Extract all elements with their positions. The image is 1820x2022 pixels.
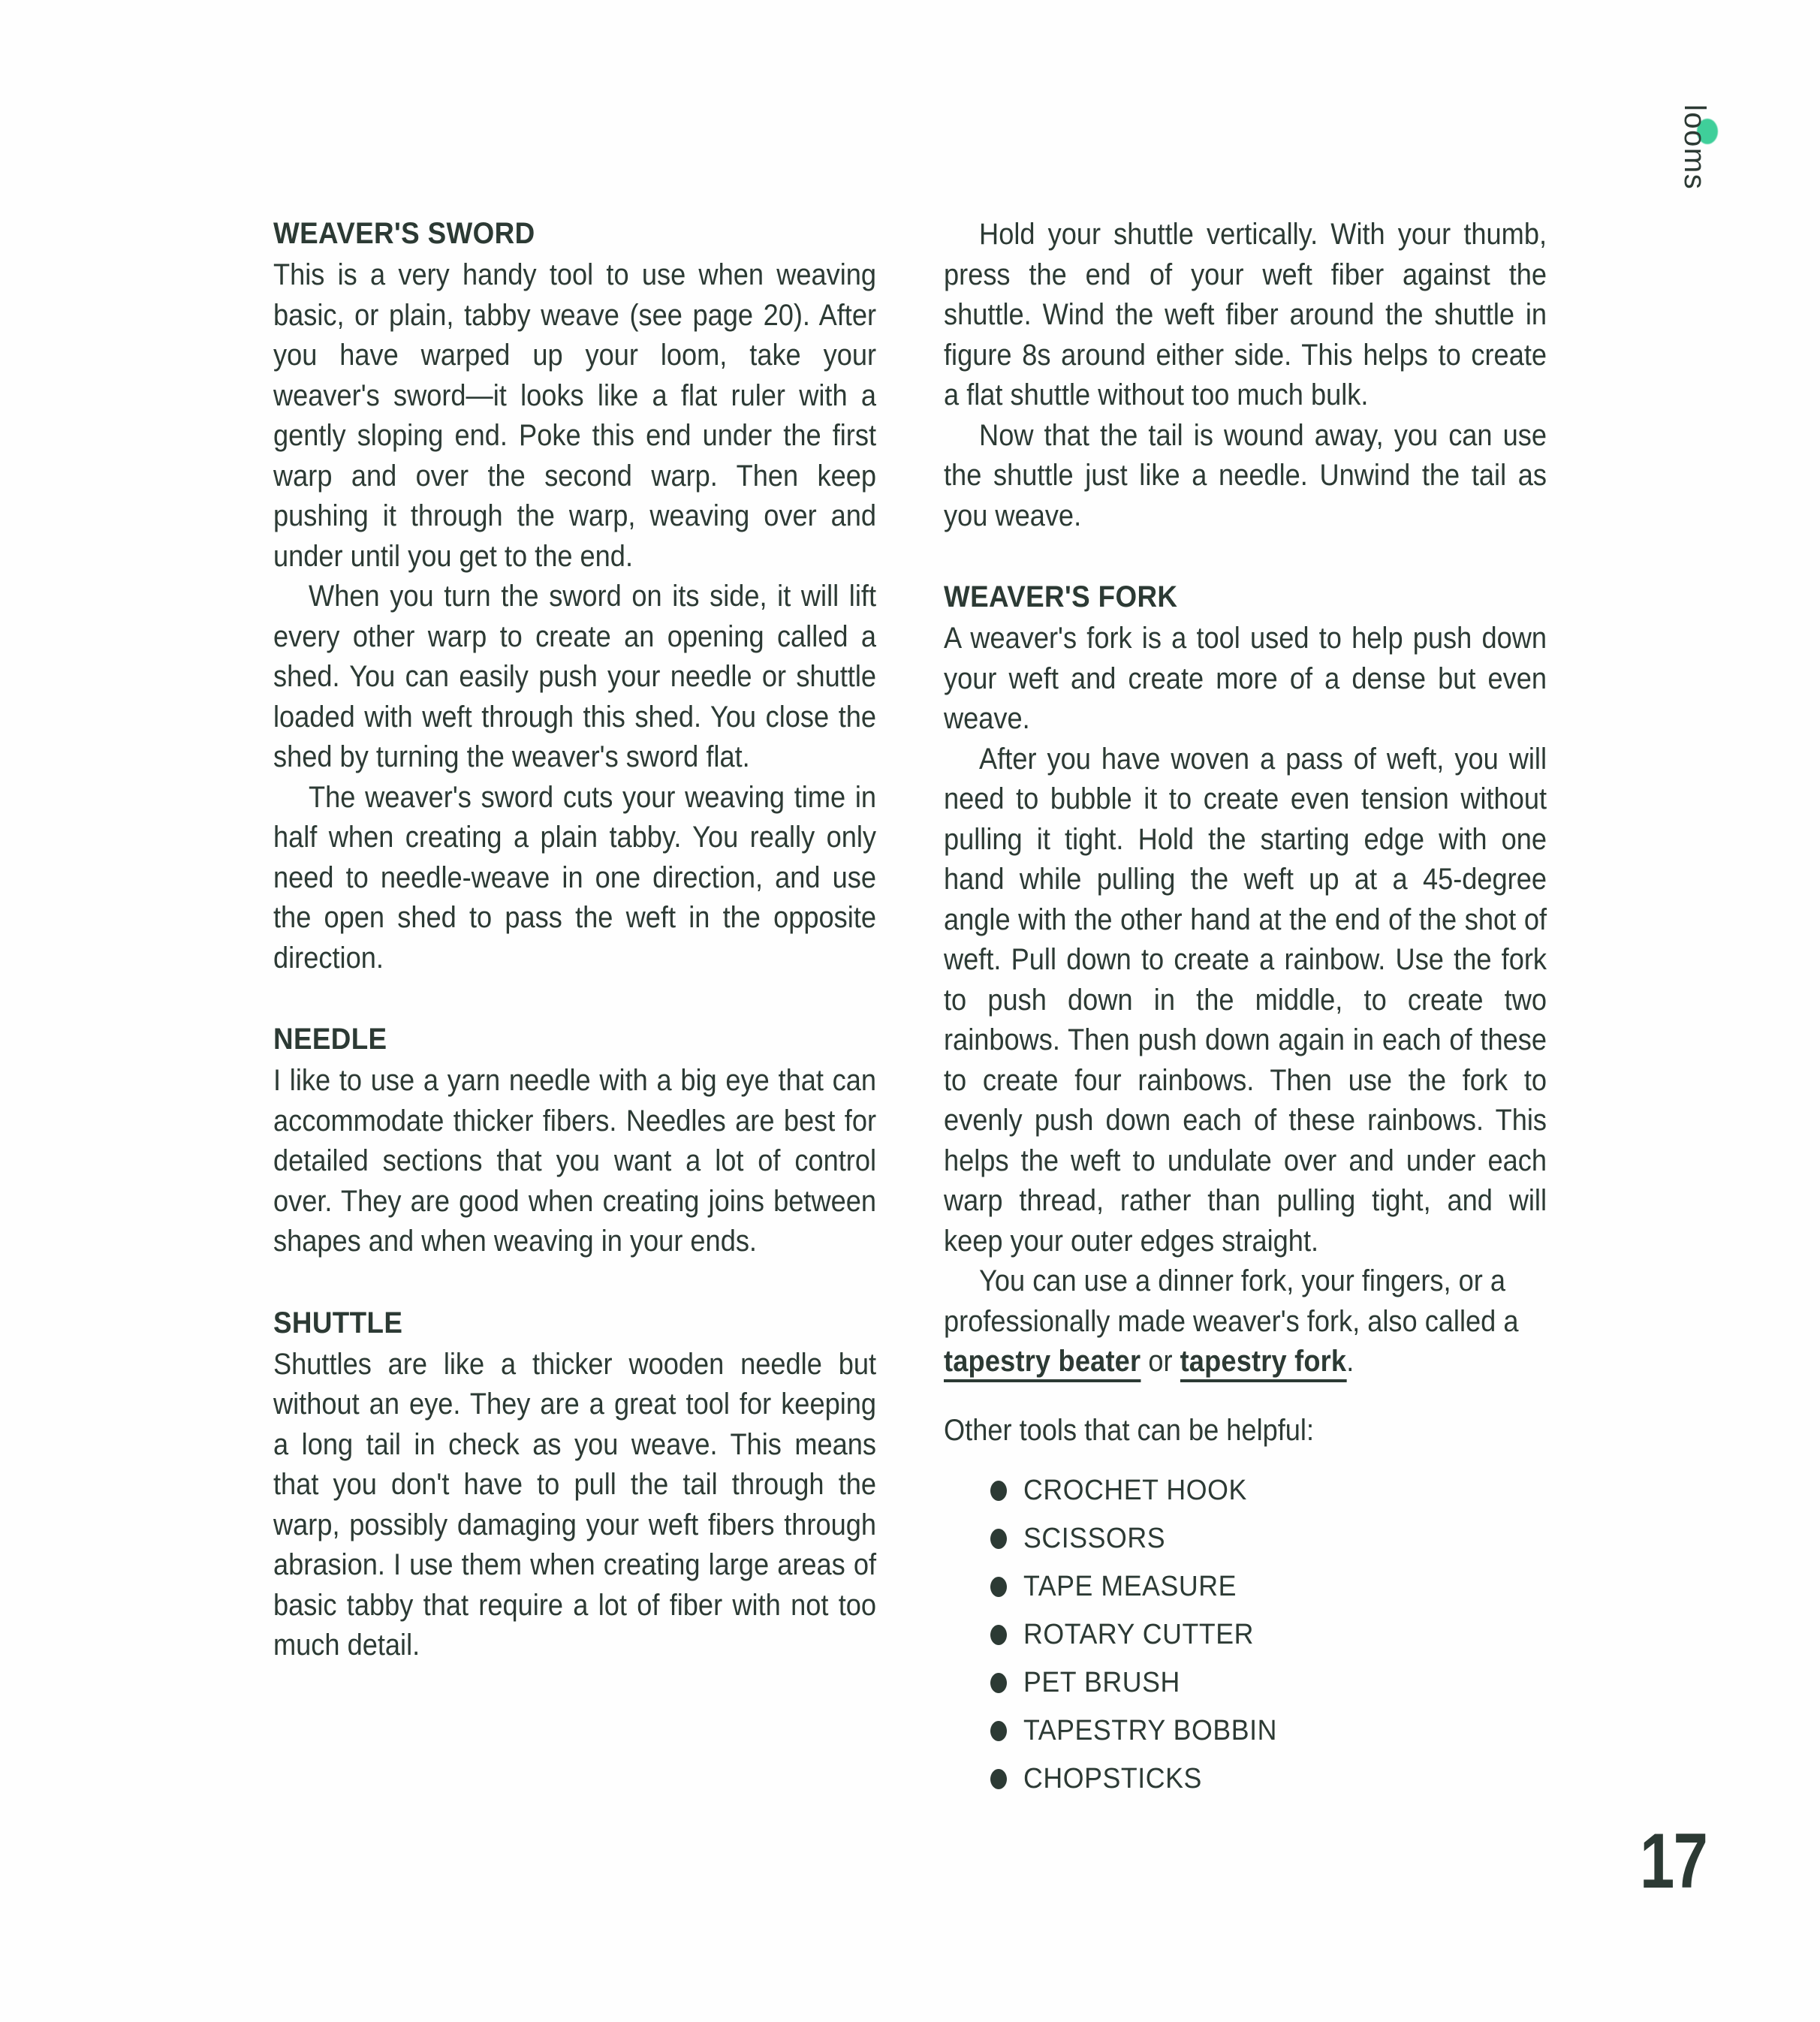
tool-label: TAPE MEASURE — [1023, 1571, 1237, 1602]
tool-label: CHOPSTICKS — [1023, 1763, 1202, 1794]
left-column — [273, 215, 876, 1807]
tools-intro-text: Other tools that can be helpful: — [944, 1413, 1315, 1447]
list-item — [990, 1662, 1547, 1703]
other-tools-list — [944, 1470, 1547, 1799]
tool-label: TAPESTRY BOBBIN — [1023, 1715, 1277, 1746]
list-item — [990, 1614, 1547, 1655]
paragraph-shuttle-1: Shuttles are like a thicker wooden needle but without an eye. They are a great tool for keeping a long tail in check as you weave. This means that you don't have to pull the tail through the warp, possibly damaging your weft fibers through abrasion. I use them when creating large areas of basic tabby that require a lot of fiber with not too much detail. — [273, 1347, 877, 1662]
term-tapestry-fork: tapestry fork — [1180, 1345, 1347, 1382]
paragraph-shuttle-continued-1: Hold your shuttle vertically. With your thumb, press the end of your weft fiber against the shuttle. Wind the weft fiber around the shuttle in figure 8s around either side. This helps to create a flat shuttle without too much bulk. — [944, 218, 1547, 411]
chapter-side-tab — [1676, 104, 1743, 353]
fork-3-text-before: You can use a dinner fork, your fingers, or a professionally made weaver's fork, also called a — [944, 1264, 1519, 1338]
paragraph-fork-2: After you have woven a pass of weft, you will need to bubble it to create even tension without pulling it tight. Hold the starting edge with one hand while pulling the weft up at a 45-degree angle with the other hand at the end of the shot of weft. Pull down to create a rainbow. Use the fork to push down in the middle, to create two rainbows. Then push down again in each of these to create four rainbows. Then use the fork to evenly push down each of these rainbows. This helps the weft to undulate over and under each warp thread, rather than pulling tight, and will keep your outer edges straight. — [944, 742, 1547, 1258]
tool-label: ROTARY CUTTER — [1023, 1619, 1255, 1650]
chapter-tab-label: looms — [1678, 104, 1711, 191]
page-columns — [273, 215, 1547, 1807]
heading-needle: NEEDLE — [273, 1023, 387, 1056]
paragraph-needle-1: I like to use a yarn needle with a big eye that can accommodate thicker fibers. Needles are best for detailed sections that you want a lot of control over. They are good when creating joins between shapes and when weaving in your ends. — [273, 1064, 877, 1258]
list-item — [990, 1758, 1547, 1799]
paragraph-sword-1: This is a very handy tool to use when weaving basic, or plain, tabby weave (see page 20). After you have warped up your loom, take your weaver's sword—it looks like a flat ruler with a gently sloping end. Poke this end under the first warp and over the second warp. Then keep pushing it through the warp, weaving over and under until you get to the end. — [273, 258, 877, 573]
tool-label: CROCHET HOOK — [1023, 1475, 1247, 1506]
fork-3-text-between: or — [1141, 1345, 1180, 1378]
heading-shuttle: SHUTTLE — [273, 1306, 403, 1339]
fork-3-text-after: . — [1346, 1345, 1354, 1378]
bullet-icon — [990, 1721, 1007, 1741]
paragraph-sword-3: The weaver's sword cuts your weaving time in half when creating a plain tabby. You really only need to needle-weave in one direction, and use the open shed to pass the weft in the opposite direction. — [273, 780, 877, 975]
right-column — [944, 215, 1547, 1807]
term-tapestry-beater: tapestry beater — [944, 1345, 1141, 1382]
paragraph-fork-1: A weaver's fork is a tool used to help push down your weft and create more of a dense but even weave. — [944, 622, 1547, 735]
paragraph-sword-2: When you turn the sword on its side, it will lift every other warp to create an opening called a shed. You can easily push your needle or shuttle loaded with weft through this shed. You close the shed by turning the weaver's sword flat. — [273, 580, 877, 773]
bullet-icon — [990, 1529, 1007, 1549]
tool-label: PET BRUSH — [1023, 1667, 1180, 1698]
list-item — [990, 1710, 1547, 1751]
page-number: 17 — [1640, 1818, 1707, 1905]
bullet-icon — [990, 1577, 1007, 1597]
bullet-icon — [990, 1481, 1007, 1501]
heading-weavers-fork: WEAVER'S FORK — [944, 580, 1178, 613]
heading-weavers-sword: WEAVER'S SWORD — [273, 217, 535, 250]
list-item — [990, 1518, 1547, 1559]
paragraph-shuttle-continued-2: Now that the tail is wound away, you can use the shuttle just like a needle. Unwind the tail as you weave. — [944, 418, 1547, 532]
list-item — [990, 1566, 1547, 1607]
bullet-icon — [990, 1769, 1007, 1789]
list-item — [990, 1470, 1547, 1511]
paragraph-fork-3 — [944, 1261, 1547, 1382]
bullet-icon — [990, 1625, 1007, 1645]
tool-label: SCISSORS — [1023, 1523, 1166, 1554]
bullet-icon — [990, 1673, 1007, 1693]
